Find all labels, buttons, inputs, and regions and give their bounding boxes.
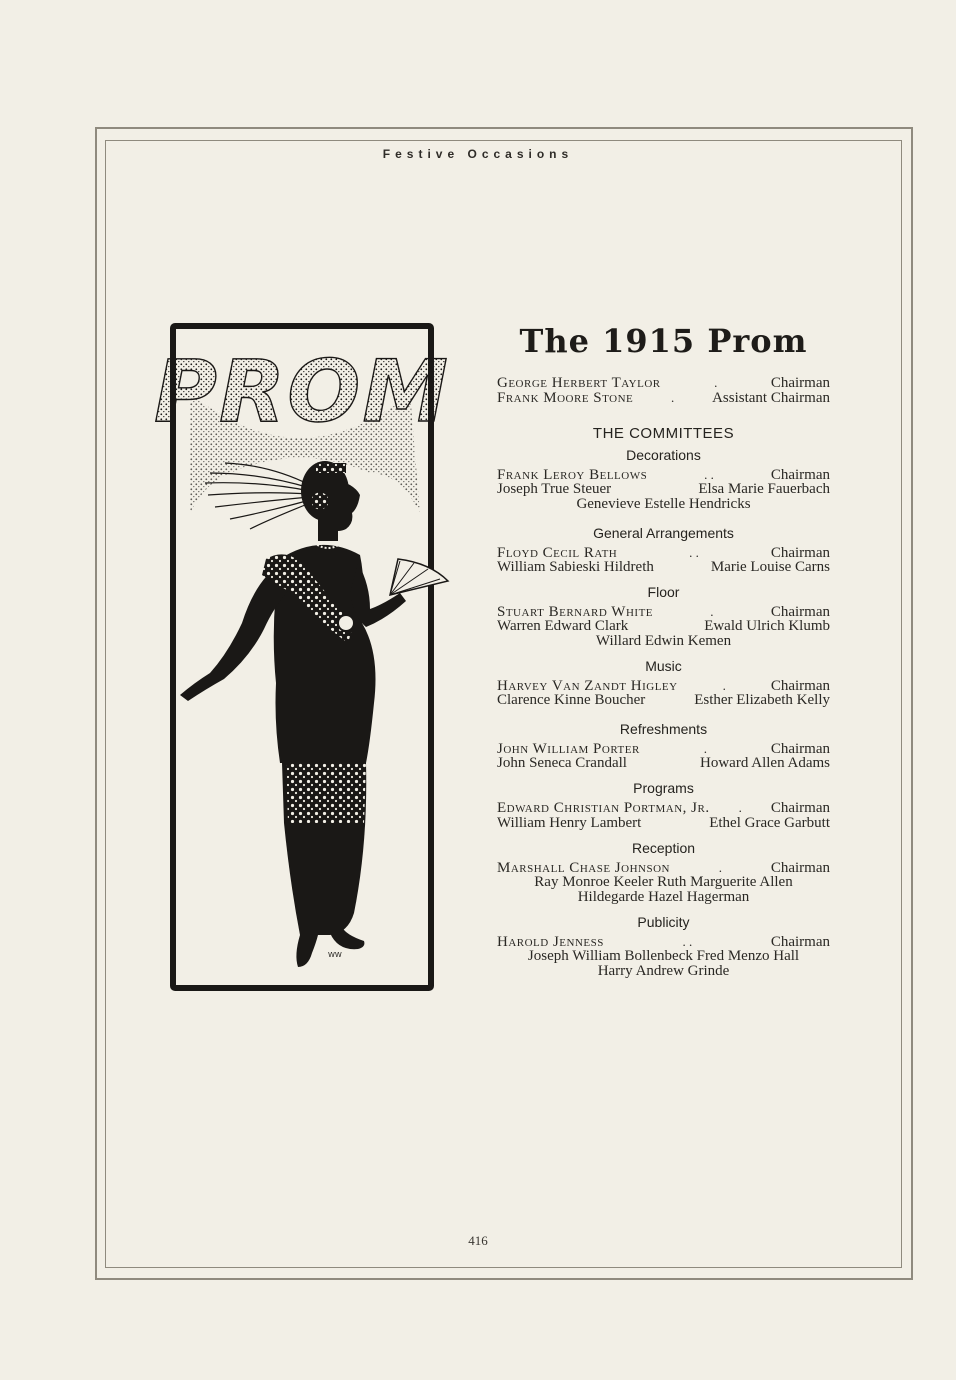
committee-title: Music	[645, 658, 682, 674]
assistant-chair-row	[497, 390, 830, 406]
member-name: Joseph True Steuer	[497, 481, 612, 497]
member-name: Clarence Kinne Boucher	[497, 692, 646, 708]
committee-title: Reception	[631, 840, 696, 856]
member-name: Harvey Van Zandt Higley	[497, 678, 678, 694]
member-name: Ethel Grace Garbutt	[709, 815, 830, 831]
member-role: Assistant Chairman	[712, 390, 830, 406]
committee-members-row	[497, 619, 830, 634]
committee-members-row	[497, 482, 830, 497]
leader-dot: .	[703, 741, 707, 756]
member-role: Chairman	[770, 375, 830, 391]
committee-title: General Arrangements	[593, 525, 734, 541]
page-title: The 1915 Prom	[519, 322, 808, 360]
member-name: Harold Jenness	[497, 934, 604, 950]
member-name: Frank Leroy Bellows	[497, 467, 648, 483]
committee-title: Publicity	[637, 914, 690, 930]
leader-dot: .	[738, 800, 742, 815]
member-name: Frank Moore Stone	[497, 390, 634, 406]
prom-illustration	[154, 323, 450, 991]
committee-member-line: Joseph William Bollenbeck Fred Menzo Hall	[527, 948, 800, 964]
leader-dot: . .	[704, 467, 714, 482]
member-role: Chairman	[770, 800, 830, 816]
member-name: William Henry Lambert	[497, 815, 642, 831]
committee-member-line: Harry Andrew Grinde	[597, 963, 730, 979]
general-chair-row	[497, 375, 830, 391]
leader-dot: .	[718, 860, 723, 875]
member-name: Howard Allen Adams	[700, 755, 830, 771]
member-role: Chairman	[770, 604, 830, 620]
committee-title: Refreshments	[619, 721, 708, 737]
leader-dot: .	[714, 375, 718, 390]
committee-member-line: Willard Edwin Kemen	[595, 633, 732, 649]
committee-chair-row	[497, 800, 830, 816]
member-name: John Seneca Crandall	[497, 755, 627, 771]
member-name: Ewald Ulrich Klumb	[704, 618, 830, 634]
leader-dot: . .	[682, 934, 693, 949]
committee-member-line: Hildegarde Hazel Hagerman	[577, 889, 750, 905]
committee-title: Programs	[633, 780, 694, 796]
member-role: Chairman	[770, 860, 830, 876]
member-name: Floyd Cecil Rath	[497, 545, 618, 561]
member-name: Esther Elizabeth Kelly	[694, 692, 830, 708]
member-name: Edward Christian Portman, Jr.	[497, 800, 710, 816]
member-name: Elsa Marie Fauerbach	[698, 481, 830, 497]
committee-title: Floor	[647, 584, 680, 600]
member-role: Chairman	[770, 467, 830, 483]
member-name: George Herbert Taylor	[497, 375, 661, 391]
committee-member-line: Genevieve Estelle Hendricks	[576, 496, 751, 512]
running-head: Festive Occasions	[382, 147, 574, 161]
committee-title: Decorations	[626, 447, 701, 463]
member-role: Chairman	[770, 741, 830, 757]
member-role: Chairman	[770, 934, 830, 950]
member-name: Warren Edward Clark	[497, 618, 629, 634]
prom-lettering: PROM	[154, 342, 450, 442]
leader-dot: . .	[689, 545, 699, 560]
member-name: John William Porter	[497, 741, 640, 757]
member-role: Chairman	[770, 545, 830, 561]
committee-members-row	[497, 756, 830, 771]
member-name: Marshall Chase Johnson	[497, 860, 670, 876]
page-number: 416	[468, 1233, 488, 1248]
leader-dot: .	[671, 390, 675, 405]
committees-heading: THE COMMITTEES	[592, 425, 735, 442]
member-name: William Sabieski Hildreth	[497, 559, 654, 575]
committee-members-row	[497, 693, 830, 708]
member-role: Chairman	[770, 678, 830, 694]
member-name: Marie Louise Carns	[710, 559, 830, 575]
member-name: Stuart Bernard White	[497, 604, 654, 620]
artist-signature: WW	[328, 951, 342, 959]
leader-dot: .	[722, 678, 726, 693]
committee-members-row	[497, 816, 830, 831]
committee-members-row	[497, 560, 830, 575]
leader-dot: .	[710, 604, 714, 619]
committee-member-line: Ray Monroe Keeler Ruth Marguerite Allen	[534, 874, 793, 890]
